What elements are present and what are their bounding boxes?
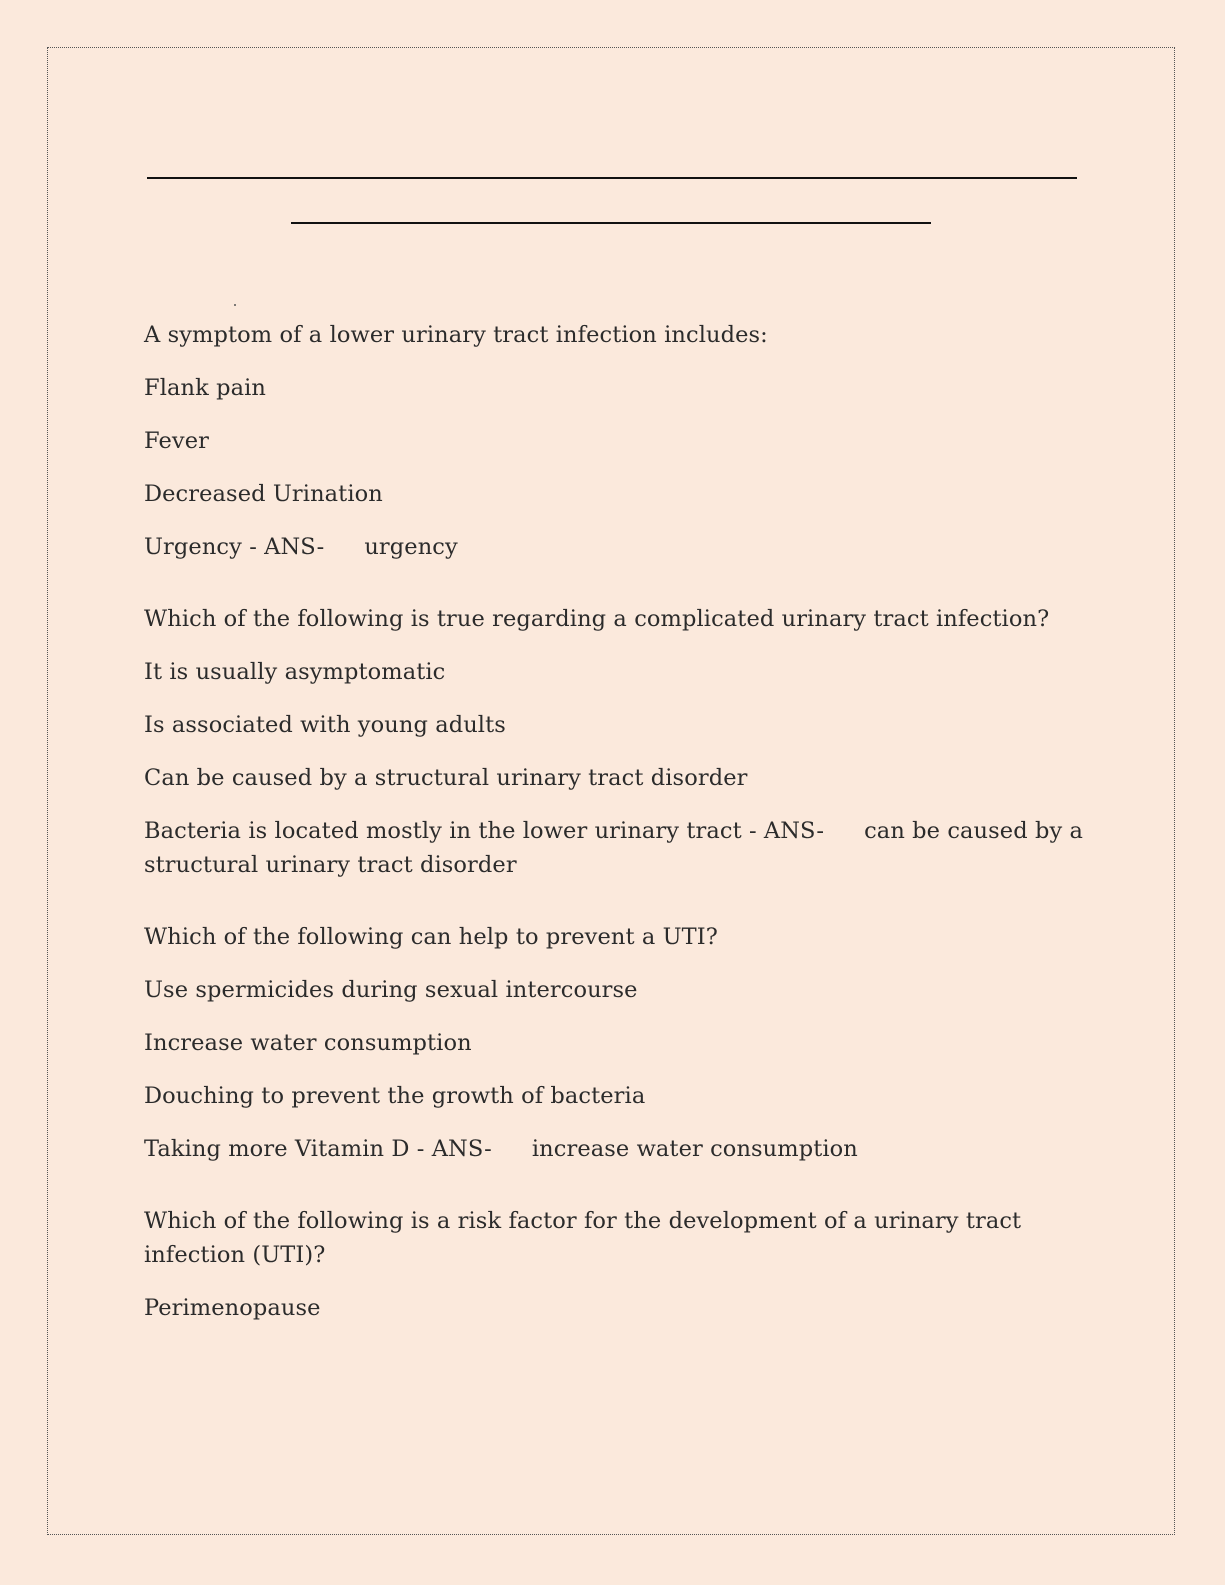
option: Decreased Urination xyxy=(144,481,383,507)
option: Fever xyxy=(144,428,209,454)
option: It is usually asymptomatic xyxy=(144,659,446,685)
question-text: Which of the following can help to prevent a UTI? xyxy=(144,924,718,950)
option: Urgency xyxy=(144,534,242,560)
option: Is associated with young adults xyxy=(144,712,506,738)
document-content xyxy=(144,318,1084,1363)
option: Increase water consumption xyxy=(144,1030,472,1056)
option: Use spermicides during sexual intercourse xyxy=(144,977,638,1003)
question-text: A symptom of a lower urinary tract infection includes: xyxy=(144,322,768,348)
option: Taking more Vitamin D xyxy=(144,1136,410,1162)
option: Flank pain xyxy=(144,375,267,401)
question-text: Which of the following is a risk factor for the development of a urinary tract infection (UTI)? xyxy=(144,1208,1022,1268)
stray-dot xyxy=(234,304,236,306)
question-text: Which of the following is true regarding a complicated urinary tract infection? xyxy=(144,606,1050,632)
option-with-answer xyxy=(144,1132,1084,1166)
answer-marker: - ANS- xyxy=(409,1136,492,1162)
answer-marker: - ANS- xyxy=(741,818,825,844)
title-rule-second xyxy=(291,222,931,224)
question-block-1 xyxy=(144,318,1084,564)
answer-marker: - ANS- xyxy=(241,534,325,560)
question-block-4 xyxy=(144,1204,1084,1325)
title-rule-top xyxy=(147,177,1077,179)
option: Douching to prevent the growth of bacteria xyxy=(144,1083,646,1109)
option-with-answer xyxy=(144,814,1084,882)
option: Perimenopause xyxy=(144,1295,321,1321)
question-block-2 xyxy=(144,602,1084,882)
option: Can be caused by a structural urinary tract disorder xyxy=(144,765,748,791)
answer-text: urgency xyxy=(364,534,458,560)
option: Bacteria is located mostly in the lower urinary tract xyxy=(144,818,742,844)
question-block-3 xyxy=(144,920,1084,1166)
option-with-answer xyxy=(144,530,1084,564)
answer-text: can be caused by a structural urinary tract disorder xyxy=(144,818,1084,878)
answer-text: increase water consumption xyxy=(531,1136,858,1162)
